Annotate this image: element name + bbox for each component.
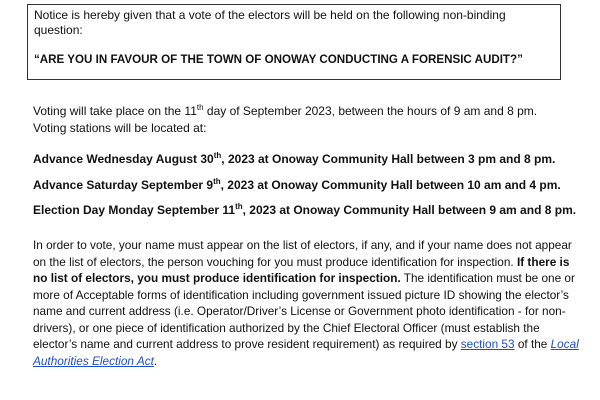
voting-ordinal: th [196, 103, 204, 112]
voting-rest: day of September 2023, between the hours of 9 am and 8 pm. Voting stations will be located at: [33, 104, 538, 135]
station-details: , 2023 at Onoway Community Hall between 9 am and 8 pm. [242, 203, 577, 217]
requirements-paragraph [33, 237, 581, 369]
station-ordinal: th [235, 202, 243, 211]
station-election-day [33, 202, 578, 218]
requirements-bold-notice: If there is no list of electors, you must produce identification for inspection. [33, 254, 570, 285]
station-date: Election Day Monday September 11 [33, 203, 236, 217]
requirements-part1: In order to vote, your name must appear on the list of electors, if any, and if your name does not appear on the list of electors, the person vouching for you must produce identification for inspection. [33, 238, 572, 269]
station-advance-wednesday [33, 151, 578, 167]
station-details: , 2023 at Onoway Community Hall between 3 pm and 8 pm. [221, 152, 556, 166]
station-details: , 2023 at Onoway Community Hall between 10 am and 4 pm. [220, 178, 561, 192]
notice-intro: Notice is hereby given that a vote of the electors will be held on the following non-binding question: [34, 8, 506, 37]
ballot-question: “ARE YOU IN FAVOUR OF THE TOWN OF ONOWAY CONDUCTING A FORENSIC AUDIT?” [34, 53, 523, 66]
section-53-link[interactable]: section 53 [460, 337, 515, 351]
station-advance-saturday [33, 177, 578, 193]
voting-prefix: Voting will take place on the 11 [33, 104, 197, 118]
notice-box [27, 4, 561, 80]
station-date: Advance Saturday September 9 [33, 178, 214, 192]
local-authorities-election-act-link[interactable]: Local Authorities Election Act [33, 337, 579, 368]
voting-paragraph [33, 103, 573, 137]
of-the-text: of the [514, 337, 551, 351]
station-ordinal: th [213, 177, 221, 186]
station-ordinal: th [213, 151, 222, 160]
station-date: Advance Wednesday August 30 [33, 152, 214, 166]
requirements-end: . [153, 353, 158, 368]
requirements-part2: The identification must be one or more of Acceptable forms of identification including government issued picture ID showing the elector’s name and current address (i.e. Operator/Driver’s License or Government photo identification - for non-drivers), or one piece of identification authorized by the Chief Electoral Officer (must establish the elector’s name and current address to prove resident requirement) as required by [33, 271, 575, 351]
